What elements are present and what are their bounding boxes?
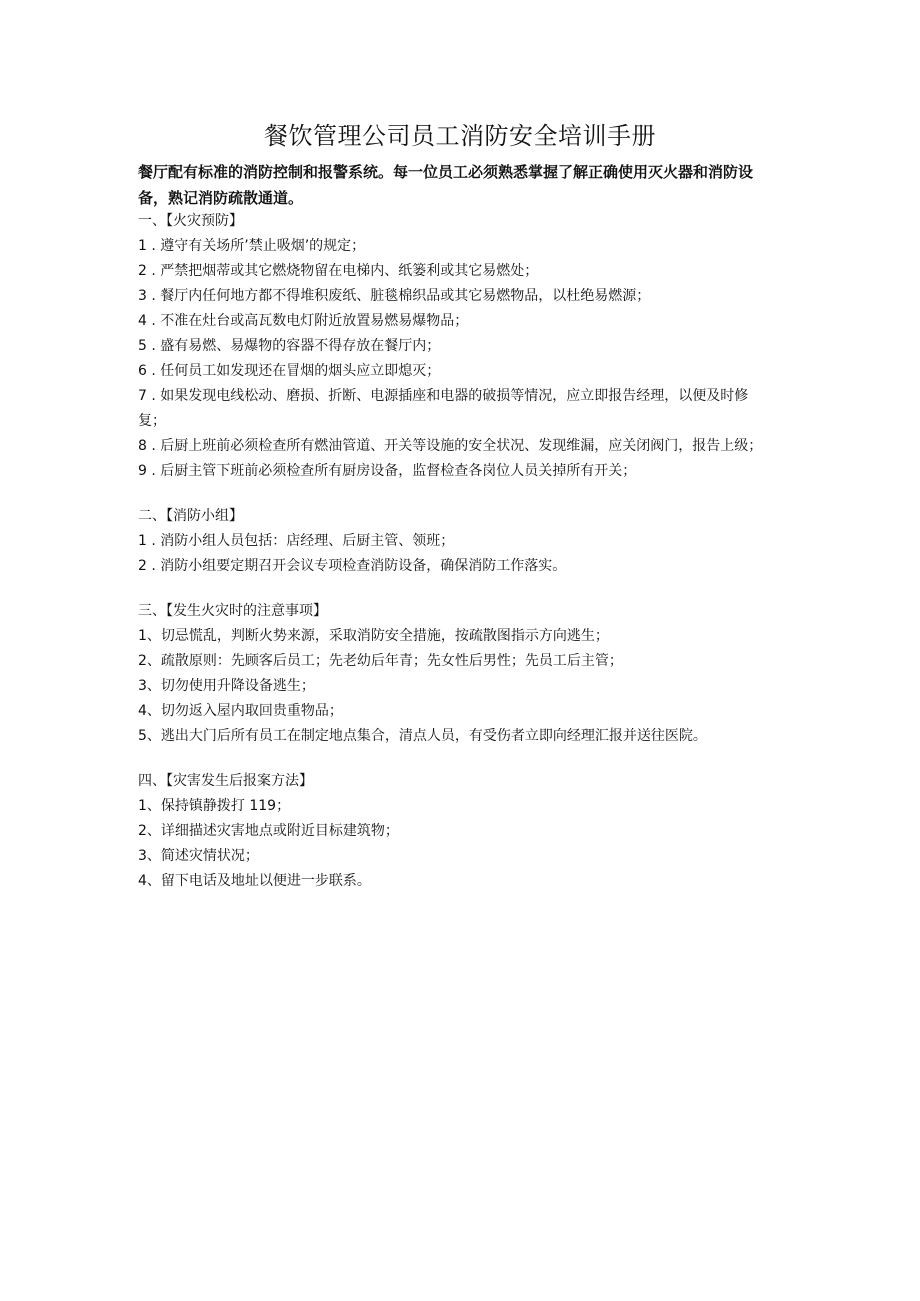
list-item: 1、保持镇静拨打 119； — [138, 798, 291, 814]
list-item: 3 . 餐厅内任何地方都不得堆积废纸、脏毯棉织品或其它易燃物品，以杜绝易燃源； — [138, 288, 651, 304]
document-content — [138, 209, 776, 914]
section-heading: 三、【发生火灾时的注意事项】 — [138, 603, 327, 619]
list-item: 2 . 消防小组要定期召开会议专项检查消防设备，确保消防工作落实。 — [138, 558, 567, 574]
list-item: 1 . 消防小组人员包括：店经理、后厨主管、领班； — [138, 533, 455, 549]
document-title: 餐饮管理公司员工消防安全培训手册 — [264, 122, 656, 150]
section-heading: 四、【灾害发生后报案方法】 — [138, 773, 313, 789]
list-item: 3、简述灾情状况； — [138, 848, 259, 864]
list-item: 3、切勿使用升降设备逃生； — [138, 678, 315, 694]
list-item: 4、切勿返入屋内取回贵重物品； — [138, 703, 343, 719]
list-item: 8 . 后厨上班前必须检查所有燃油管道、开关等设施的安全状况、发现维漏，应关闭阀门，报告上级； — [138, 438, 763, 454]
list-item: 2、详细描述灾害地点或附近目标建筑物； — [138, 823, 399, 839]
section-fire-notes — [138, 599, 776, 749]
list-item: 5、逃出大门后所有员工在制定地点集合，清点人员，有受伤者立即向经理汇报并送往医院。 — [138, 728, 707, 744]
list-item: 2 . 严禁把烟蒂或其它燃烧物留在电梯内、纸篓利或其它易燃处； — [138, 263, 539, 279]
section-fire-team — [138, 504, 776, 579]
list-item: 2、疏散原则：先顾客后员工；先老幼后年青；先女性后男性；先员工后主管； — [138, 653, 623, 669]
list-item: 9 . 后厨主管下班前必须检查所有厨房设备，监督检查各岗位人员关掉所有开关； — [138, 463, 637, 479]
list-item: 7 . 如果发现电线松动、磨损、折断、电源插座和电器的破损等情况，应立即报告经理，以便及时修复； — [138, 388, 749, 429]
section-reporting-method — [138, 769, 776, 894]
list-item: 1 . 遵守有关场所’禁止吸烟’的规定； — [138, 238, 366, 254]
list-item: 4、留下电话及地址以便进一步联系。 — [138, 873, 371, 889]
section-fire-prevention — [138, 209, 776, 484]
intro-paragraph: 餐厅配有标准的消防控制和报警系统。每一位员工必须熟悉掌握了解正确使用灭火器和消防设备，熟记消防疏散通道。 — [138, 163, 754, 207]
list-item: 4 . 不准在灶台或高瓦数电灯附近放置易燃易爆物品； — [138, 313, 469, 329]
list-item: 6 . 任何员工如发现还在冒烟的烟头应立即熄灭； — [138, 363, 441, 379]
section-heading: 一、【火灾预防】 — [138, 213, 243, 229]
list-item: 5 . 盛有易燃、易爆物的容器不得存放在餐厅内； — [138, 338, 441, 354]
list-item: 1、切忌慌乱，判断火势来源，采取消防安全措施，按疏散图指示方向逃生； — [138, 628, 609, 644]
section-heading: 二、【消防小组】 — [138, 508, 243, 524]
